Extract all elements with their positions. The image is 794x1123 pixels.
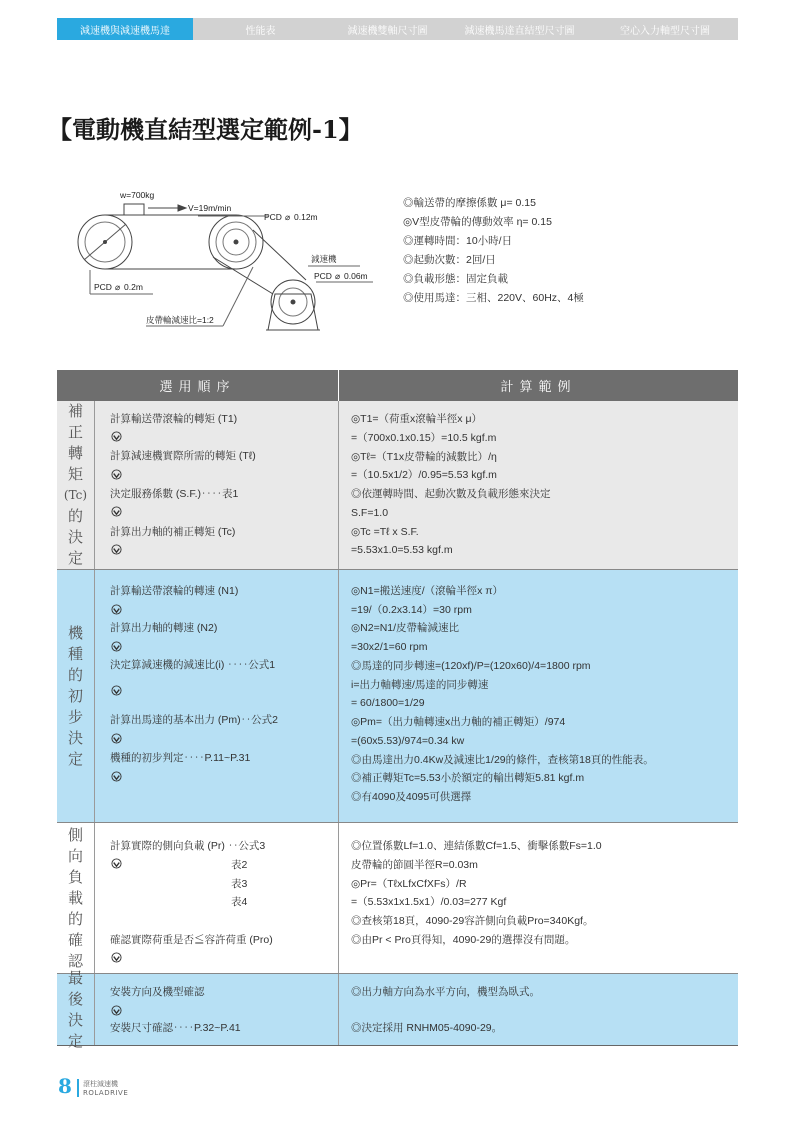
selection-table — [57, 370, 738, 1050]
down-arrow-icon — [111, 604, 122, 615]
pcd-reducer-value: 0.06m — [344, 271, 368, 281]
selection-conditions — [403, 194, 584, 308]
calc-text: ◎補正轉矩Tc=5.53小於額定的輸出轉矩5.81 kgf.m — [351, 772, 585, 784]
calc-text: ◎決定採用 RNHM05-4090-29。 — [351, 1022, 503, 1034]
down-arrow-icon — [111, 685, 122, 696]
condition-item: ◎輸送帶的摩擦係數 μ= 0.15 — [403, 197, 536, 209]
tab-performance[interactable]: 性能表 — [245, 25, 276, 37]
step-text: 表3 — [231, 878, 248, 890]
tab-direct-motor-dimensions[interactable]: 減速機馬達直結型尺寸圖 — [464, 25, 575, 37]
section-label: 機 種 的 初 步 決 定 — [57, 570, 95, 822]
down-arrow-icon — [111, 544, 122, 555]
calc-text: ◎N1=搬送速度/（滾輪半徑x π） — [351, 585, 504, 597]
calc-text: ◎出力軸方向為水平方向，機型為臥式。 — [351, 986, 540, 998]
down-arrow-icon — [111, 733, 122, 744]
section-label: 側 向 負 載 的 確 認 — [57, 823, 95, 973]
reducer-label: 減速機 — [311, 254, 337, 264]
page-number: 8 — [58, 1074, 72, 1098]
calc-text: ◎查核第18頁，4090-29容許側向負載Pro=340Kgf。 — [351, 915, 594, 927]
header-procedure: 選用順序 — [57, 370, 339, 401]
calc-text: ◎Pm=（出力軸轉速x出力軸的補正轉矩）/974 — [351, 716, 566, 728]
calc-text: =(60x5.53)/974=0.34 kw — [351, 735, 465, 747]
calc-text: =30x2/1=60 rpm — [351, 641, 428, 653]
down-arrow-icon — [111, 952, 122, 963]
calc-text: = 60/1800=1/29 — [351, 697, 425, 709]
brand-name-en: ROLADRIVE — [83, 1089, 129, 1097]
step-text: 安裝方向及機型確認 — [110, 986, 205, 998]
page-title: 【電動機直結型選定範例-1】 — [48, 115, 363, 144]
down-arrow-icon — [111, 771, 122, 782]
condition-item: ◎起動次數：2回/日 — [403, 254, 496, 266]
step-text: 表4 — [231, 896, 248, 908]
tab-reducers[interactable]: 減速機與減速機馬達 — [57, 18, 193, 40]
calc-text: =（10.5x1/2）/0.95=5.53 kgf.m — [351, 469, 497, 481]
calc-text: =19/（0.2x3.14）=30 rpm — [351, 604, 472, 616]
calc-text: ◎依運轉時間、起動次數及負載形態來決定 — [351, 488, 551, 500]
table-header — [57, 370, 738, 401]
section-side-load — [57, 823, 738, 974]
calc-text: ◎位置係數Lf=1.0、連結係數Cf=1.5、衝擊係數Fs=1.0 — [351, 840, 602, 852]
step-text: 計算實際的側向負載 (Pr) ‥公式3 — [110, 840, 266, 852]
section-label: 補 正 轉 矩 (Tc) 的 決 定 — [57, 401, 95, 569]
calc-text: ◎Pr=（TℓxLfxCfXFs）/R — [351, 878, 467, 890]
step-text: 計算減速機實際所需的轉矩 (Tℓ) — [110, 450, 256, 462]
condition-item: ◎V型皮帶輪的傳動效率 η= 0.15 — [403, 216, 552, 228]
step-text: 機種的初步判定‥‥P.11~P.31 — [110, 752, 251, 764]
calc-text: ◎T1=（荷重x滾輪半徑x μ） — [351, 413, 483, 425]
calc-text: ◎Tc =Tℓ x S.F. — [351, 526, 419, 538]
section-corrected-torque — [57, 401, 738, 570]
calc-text: ◎Tℓ=（T1x皮帶輪的減數比）/η — [351, 451, 497, 463]
top-tab-bar — [57, 18, 738, 40]
pcd-left-label: PCD — [94, 282, 112, 292]
section-final-decision — [57, 968, 738, 1050]
calc-text: ◎有4090及4095可供選擇 — [351, 791, 472, 803]
calc-text: ◎由馬達出力0.4Kw及減速比1/29的條件，查核第18頁的性能表。 — [351, 754, 654, 766]
step-text: 表2 — [231, 859, 248, 871]
calc-text: 皮帶輪的節圓半徑R=0.03m — [351, 859, 478, 871]
section-initial-model — [57, 570, 738, 823]
calc-text: ◎由Pr < Pro頁得知，4090-29的選擇沒有問題。 — [351, 934, 576, 946]
pcd-upper-label: PCD — [264, 212, 282, 222]
brand-name-cn: 滾柱減速機 — [83, 1080, 118, 1088]
down-arrow-icon — [111, 469, 122, 480]
section-label: 最 後 決 定 — [57, 974, 95, 1045]
pulley-ratio-label: 皮帶輪減速比=1:2 — [146, 315, 214, 325]
step-text: 決定服務係數 (S.F.)‥‥表1 — [110, 488, 239, 500]
down-arrow-icon — [111, 858, 122, 869]
down-arrow-icon — [111, 641, 122, 652]
diameter-symbol: ⌀ — [335, 271, 341, 281]
step-text: 計算出力軸的轉速 (N2) — [110, 622, 218, 634]
load-block — [124, 204, 144, 215]
diameter-symbol: ⌀ — [115, 282, 121, 292]
calc-text: i=出力軸轉速/馬達的同步轉速 — [351, 679, 489, 691]
step-text: 安裝尺寸確認‥‥P.32~P.41 — [110, 1022, 241, 1034]
header-calculation: 計算範例 — [500, 380, 577, 395]
speed-label: V=19m/min — [188, 203, 232, 213]
step-text: 決定算減速機的減速比(i) ‥‥公式1 — [110, 659, 276, 671]
calc-text: ◎馬達的同步轉速=(120xf)/P=(120x60)/4=1800 rpm — [351, 660, 591, 672]
calc-text: =（5.53x1x1.5x1）/0.03=277 Kgf — [351, 896, 507, 908]
step-text: 確認實際荷重是否≦容許荷重 (Pro) — [110, 934, 273, 946]
calc-text: S.F=1.0 — [351, 507, 389, 519]
calc-text: ◎N2=N1/皮帶輪減速比 — [351, 622, 460, 634]
step-text: 計算輸送帶滾輪的轉矩 (T1) — [110, 413, 238, 425]
down-arrow-icon — [111, 431, 122, 442]
calc-text: =（700x0.1x0.15）=10.5 kgf.m — [351, 432, 497, 444]
diameter-symbol: ⌀ — [285, 212, 291, 222]
condition-item: ◎使用馬達：三相、220V、60Hz、4極 — [403, 292, 584, 304]
calc-text: =5.53x1.0=5.53 kgf.m — [351, 544, 453, 556]
conveyor-diagram — [68, 182, 388, 342]
condition-item: ◎負載形態：固定負載 — [403, 273, 508, 285]
condition-item: ◎運轉時間：10小時/日 — [403, 235, 513, 247]
pcd-upper-value: 0.12m — [294, 212, 318, 222]
footer-divider — [77, 1079, 79, 1097]
step-text: 計算出馬達的基本出力 (Pm)‥公式2 — [110, 714, 278, 726]
step-text: 計算輸送帶滾輪的轉速 (N1) — [110, 585, 239, 597]
tab-hollow-input-dimensions[interactable]: 空心入力軸型尺寸圖 — [620, 25, 710, 37]
step-text: 計算出力軸的補正轉矩 (Tc) — [110, 526, 236, 538]
weight-label: w=700kg — [120, 190, 155, 200]
pcd-reducer-label: PCD — [314, 271, 332, 281]
down-arrow-icon — [111, 1005, 122, 1016]
down-arrow-icon — [111, 506, 122, 517]
pcd-left-value: 0.2m — [124, 282, 143, 292]
tab-dual-shaft-dimensions[interactable]: 減速機雙軸尺寸圖 — [347, 25, 428, 37]
